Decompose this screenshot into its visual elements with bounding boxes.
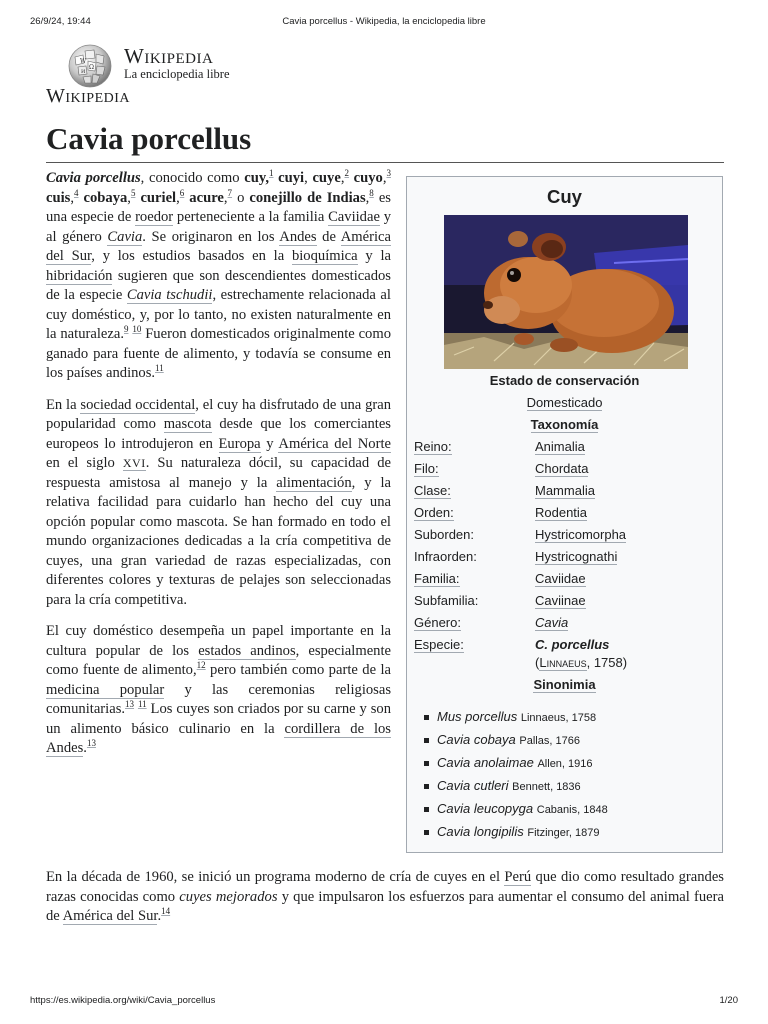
link-andes[interactable]: Andes xyxy=(279,228,317,245)
print-document-title: Cavia porcellus - Wikipedia, la enciclopedia libre xyxy=(282,16,486,27)
taxon-row-clase xyxy=(414,483,716,503)
bold-term-cuy: cuy, xyxy=(244,170,269,186)
ref-link[interactable]: 6 xyxy=(179,187,185,198)
taxon-rank-label[interactable]: Familia: xyxy=(414,571,460,586)
text: , xyxy=(127,189,131,206)
text: , y la relativa facilidad para cuidarlo han hecho del cuy una opción popular como mascota. Se han formado en todo el mundo organizaciones dedicadas a la cría competitiva de cuyes, una gran variedad de razas especializadas, con diferentes colores y texturas de pelajes son seleccionadas para la cría competitiva. xyxy=(46,474,391,608)
taxon-row-subfamilia xyxy=(414,593,716,613)
link-caviidae[interactable]: Caviidae xyxy=(328,209,380,225)
synonymy-link[interactable]: Sinonimia xyxy=(533,677,596,692)
text: y al género xyxy=(46,209,391,245)
synonym-author: Linnaeus, 1758 xyxy=(520,712,597,724)
link-alimentacion[interactable]: alimentación xyxy=(276,474,352,491)
ref-3[interactable] xyxy=(386,168,391,178)
taxon-species-name: C. porcellus xyxy=(535,637,610,652)
taxon-rank-label[interactable]: Clase: xyxy=(414,483,451,498)
wikipedia-wordmark-repeat[interactable]: Wikipedia xyxy=(46,85,131,107)
text: , xyxy=(340,170,345,186)
bold-term-curiel: curiel xyxy=(140,189,177,206)
text: o xyxy=(232,189,250,206)
ref-link[interactable]: 2 xyxy=(344,168,349,179)
text: Fueron domesticados originalmente como ganado para fuente de alimento, y todavía se consume en los países andinos. xyxy=(46,326,391,381)
text: , xyxy=(304,170,313,186)
link-text[interactable]: Cavia tschudii xyxy=(126,287,213,303)
italic-term-cuyes-mejorados: cuyes mejorados xyxy=(179,888,278,905)
text: , xyxy=(176,189,180,206)
taxon-row-suborden xyxy=(414,527,716,547)
synonym-author: Allen, 1916 xyxy=(537,758,593,770)
text: , xyxy=(70,189,74,206)
taxon-rank-label: Infraorden: xyxy=(414,549,477,564)
taxon-row-filo xyxy=(414,461,716,481)
taxon-rank-label[interactable]: Orden: xyxy=(414,505,454,520)
taxon-row-infraorden xyxy=(414,549,716,569)
print-date: 26/9/24, 19:44 xyxy=(30,16,91,27)
authority-open: ( xyxy=(535,655,540,670)
synonym-name: Cavia leucopyga xyxy=(437,801,534,816)
ref-link[interactable]: 10 xyxy=(132,324,142,335)
wikipedia-wordmark[interactable]: Wikipedia xyxy=(124,44,214,68)
article-body xyxy=(46,169,391,771)
text: , el cuy ha disfrutado de una gran popularidad como xyxy=(46,396,392,432)
svg-text:Ω: Ω xyxy=(89,64,94,71)
text: . Su naturaleza dócil, su capacidad de respuesta amistosa al manejo y la xyxy=(46,455,391,491)
text: pero también como parte de la xyxy=(205,662,391,678)
authority-linnaeus-link[interactable]: Linnaeus xyxy=(539,655,587,670)
link-estados-andinos[interactable]: estados andinos xyxy=(198,642,296,659)
text: , y los estudios basados en la xyxy=(91,248,292,264)
text: es una especie de xyxy=(46,189,391,225)
text: perteneciente a la familia xyxy=(173,209,329,225)
link-roedor[interactable]: roedor xyxy=(135,209,174,225)
paragraph-intro xyxy=(46,169,391,384)
text: , xyxy=(365,189,370,206)
site-tagline: La enciclopedia libre xyxy=(124,67,230,81)
taxon-value-link[interactable]: Rodentia xyxy=(535,505,588,520)
text: que dio como resultado grandes razas conocidas como xyxy=(46,869,724,905)
bold-term-acure: acure xyxy=(189,189,224,206)
paragraph-breeding xyxy=(46,868,724,927)
synonym-list xyxy=(420,705,608,843)
taxon-value-link[interactable]: Chordata xyxy=(535,461,589,476)
bold-term-cuye: cuye xyxy=(312,170,341,186)
ref-11[interactable] xyxy=(138,699,147,709)
text: y que impulsaron los esfuerzos para aumentar el consumo del animal fuera de xyxy=(46,888,724,924)
taxon-value-link[interactable]: Cavia xyxy=(535,615,569,630)
ref-link[interactable]: 9 xyxy=(123,324,129,335)
synonym-item xyxy=(420,751,608,774)
article-body-wide xyxy=(46,868,724,927)
bold-term-cuyo: cuyo xyxy=(353,170,383,186)
ref-13[interactable] xyxy=(87,738,96,748)
text: , especialmente como fuente de alimento, xyxy=(46,642,391,678)
taxon-authority xyxy=(414,655,716,675)
text: de xyxy=(316,228,341,245)
synonymy-header xyxy=(407,677,722,692)
ref-link[interactable]: 8 xyxy=(369,187,374,198)
taxon-row-genero xyxy=(414,615,716,635)
link-medicina-popular[interactable]: medicina popular xyxy=(46,681,165,698)
ref-12[interactable] xyxy=(197,660,206,670)
ref-link[interactable]: 1 xyxy=(268,168,274,179)
link-cavia-tschudii[interactable] xyxy=(127,287,213,304)
text: . xyxy=(157,908,162,924)
ref-link[interactable]: 12 xyxy=(196,660,206,671)
ref-link[interactable]: 13 xyxy=(125,699,135,710)
link-europa[interactable]: Europa xyxy=(218,435,261,452)
taxon-rank-label: Subfamilia: xyxy=(414,593,479,608)
text: . Se originaron en los xyxy=(142,228,280,245)
text: En la xyxy=(46,396,81,413)
ref-link[interactable]: 5 xyxy=(130,187,136,198)
bold-term-conejillo: conejillo de Indias xyxy=(249,189,366,206)
text: y las ceremonias religiosas comunitarias. xyxy=(46,681,392,717)
taxon-value-link[interactable]: Animalia xyxy=(535,439,585,454)
svg-text:И: И xyxy=(81,69,86,75)
text: , xyxy=(223,189,228,206)
synonym-author: Cabanis, 1848 xyxy=(536,804,608,816)
synonym-item xyxy=(420,774,608,797)
conservation-status-link[interactable]: Domesticado xyxy=(526,395,603,410)
ref-11[interactable] xyxy=(155,363,164,373)
synonym-item xyxy=(420,797,608,820)
text: Los cuyes son criados por su carne y son un alimento básico culinario en la xyxy=(46,701,391,737)
text: El cuy doméstico desempeña un papel importante en la cultura popular de los xyxy=(46,623,391,659)
text: , estrechamente relacionada al cuy doméstico, y, por lo tanto, no existen naturalmente en la naturaleza. xyxy=(46,287,391,342)
link-siglo-xvi[interactable]: XVI xyxy=(122,456,146,470)
synonym-item xyxy=(420,705,608,728)
link-america-del-norte[interactable]: América del Norte xyxy=(278,435,391,452)
authority-text xyxy=(535,655,627,670)
taxon-rank-label[interactable]: Especie: xyxy=(414,637,464,652)
taxon-row-familia xyxy=(414,571,716,591)
link-sociedad-occidental[interactable]: sociedad occidental xyxy=(80,396,196,413)
ref-link[interactable]: 4 xyxy=(73,187,79,198)
text: , conocido como xyxy=(140,170,245,186)
link-text[interactable]: Cavia xyxy=(107,228,143,245)
link-hibridacion[interactable]: hibridación xyxy=(46,267,113,284)
link-america-del-sur[interactable]: América del Sur xyxy=(46,228,391,264)
bold-term-cuyi: cuyi xyxy=(278,170,305,186)
synonym-author: Pallas, 1766 xyxy=(519,735,580,747)
taxon-rank-label[interactable]: Reino: xyxy=(414,439,452,454)
print-page-number: 1/20 xyxy=(719,995,738,1006)
synonym-author: Bennett, 1836 xyxy=(512,781,581,793)
synonym-name: Cavia anolaimae xyxy=(437,755,534,770)
taxon-rank-label[interactable]: Filo: xyxy=(414,461,439,476)
text: sugieren que son descendientes domesticados de la especie xyxy=(46,267,391,303)
taxon-rank-label: Suborden: xyxy=(414,527,474,542)
link-cavia[interactable] xyxy=(107,229,142,246)
synonym-item xyxy=(420,728,608,751)
link-america-del-sur[interactable]: América del Sur xyxy=(62,908,158,924)
ref-link[interactable]: 14 xyxy=(161,906,171,917)
link-peru[interactable]: Perú xyxy=(504,869,532,885)
taxon-value-link[interactable]: Hystricognathi xyxy=(535,549,618,564)
taxon-value-link[interactable]: Hystricomorpha xyxy=(535,527,627,542)
print-url: https://es.wikipedia.org/wiki/Cavia_porcellus xyxy=(30,995,216,1006)
text: , xyxy=(382,170,387,186)
text: y xyxy=(260,435,279,452)
text: y la xyxy=(357,248,391,264)
infobox-title: Cuy xyxy=(547,186,582,207)
taxon-value-link[interactable]: Caviinae xyxy=(535,593,586,608)
synonym-name: Cavia cutleri xyxy=(437,778,509,793)
wikipedia-globe-logo-icon[interactable] xyxy=(66,43,116,89)
text: en el siglo xyxy=(46,455,123,471)
taxon-value-link[interactable]: Mammalia xyxy=(535,483,595,498)
bold-term-cuis: cuis xyxy=(46,189,71,206)
taxon-row-reino xyxy=(414,439,716,459)
link-mascota[interactable]: mascota xyxy=(163,416,212,432)
taxobox xyxy=(406,176,723,853)
synonym-name: Mus porcellus xyxy=(437,709,518,724)
link-cordillera-de-los-andes[interactable]: cordillera de los Andes xyxy=(46,720,391,756)
bold-term-cobaya: cobaya xyxy=(83,189,128,206)
conservation-header: Estado de conservación xyxy=(489,373,640,388)
ref-link[interactable]: 3 xyxy=(386,168,391,179)
taxon-row-orden xyxy=(414,505,716,525)
text: En la década de 1960, se inició un programa moderno de cría de cuyes en el xyxy=(46,869,505,885)
taxonomy-link[interactable]: Taxonomía xyxy=(530,417,599,432)
ref-link[interactable]: 11 xyxy=(137,699,147,710)
title-divider xyxy=(46,162,724,163)
ref-link[interactable]: 11 xyxy=(155,363,164,374)
authority-year: , 1758) xyxy=(586,655,628,670)
text: desde que los comerciantes europeos lo introdujeron en xyxy=(46,416,391,452)
ref-10[interactable] xyxy=(132,324,141,334)
svg-text:W: W xyxy=(80,58,87,65)
synonym-item xyxy=(420,820,608,843)
ref-14[interactable] xyxy=(161,906,170,916)
paragraph-culture xyxy=(46,622,391,759)
page-title: Cavia porcellus xyxy=(46,121,252,156)
text: . xyxy=(83,740,87,756)
taxonomy-header xyxy=(407,417,722,432)
ref-13[interactable] xyxy=(125,699,134,709)
bold-term-cavia-porcellus: Cavia porcellus xyxy=(46,170,141,186)
conservation-status xyxy=(407,395,722,410)
synonym-name: Cavia cobaya xyxy=(437,732,516,747)
paragraph-pet xyxy=(46,396,391,611)
ref-link[interactable]: 7 xyxy=(227,187,233,198)
ref-link[interactable]: 13 xyxy=(86,738,96,749)
guinea-pig-photo[interactable] xyxy=(444,215,688,369)
synonym-author: Fitzinger, 1879 xyxy=(527,827,600,839)
taxon-value-link[interactable]: Caviidae xyxy=(535,571,586,586)
taxon-rank-label[interactable]: Género: xyxy=(414,615,461,630)
taxon-row-especie xyxy=(414,637,716,657)
link-bioquimica[interactable]: bioquímica xyxy=(291,248,358,264)
synonym-name: Cavia longipilis xyxy=(437,824,524,839)
